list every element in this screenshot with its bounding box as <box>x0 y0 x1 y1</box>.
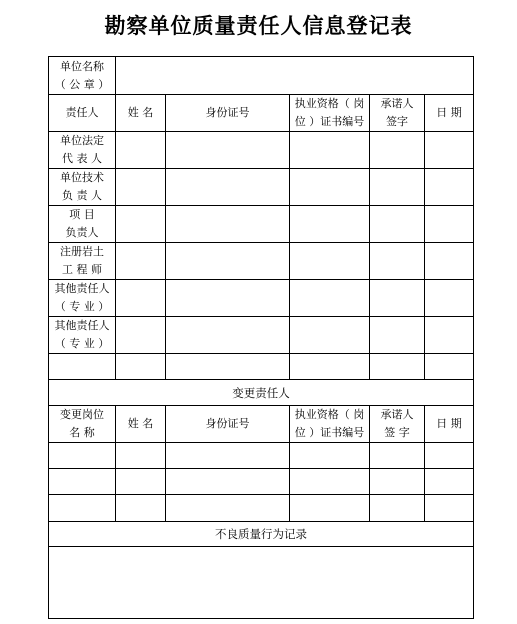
name-cell[interactable] <box>116 206 166 243</box>
qualification-cell[interactable] <box>290 317 370 354</box>
date-cell[interactable] <box>425 280 474 317</box>
name-cell[interactable] <box>116 169 166 206</box>
name-cell[interactable] <box>116 443 166 469</box>
date-cell[interactable] <box>425 354 474 380</box>
role-cell[interactable] <box>49 443 116 469</box>
name-cell[interactable] <box>116 280 166 317</box>
role-row-blank <box>49 354 474 380</box>
role-label: 单位技术 负 责 人 <box>49 169 116 206</box>
role-cell[interactable] <box>49 469 116 495</box>
date-cell[interactable] <box>425 317 474 354</box>
header-role: 责任人 <box>49 95 116 132</box>
role-row-other-2 <box>49 317 474 354</box>
role-label: 单位法定 代 表 人 <box>49 132 116 169</box>
qualification-cell[interactable] <box>290 495 370 522</box>
signature-cell[interactable] <box>370 132 425 169</box>
signature-cell[interactable] <box>370 280 425 317</box>
signature-cell[interactable] <box>370 443 425 469</box>
role-row-legal-representative <box>49 132 474 169</box>
role-label: 注册岩土 工 程 师 <box>49 243 116 280</box>
id-cell[interactable] <box>166 132 290 169</box>
date-cell[interactable] <box>425 469 474 495</box>
change-header-qualification-number: 执业资格（ 岗 位 ）证书编号 <box>290 406 370 443</box>
change-section-title: 变更责任人 <box>49 380 474 406</box>
date-cell[interactable] <box>425 243 474 280</box>
header-id-number: 身份证号 <box>166 95 290 132</box>
qualification-cell[interactable] <box>290 243 370 280</box>
signature-cell[interactable] <box>370 495 425 522</box>
unit-name-label: 单位名称 （ 公 章 ） <box>49 57 116 95</box>
name-cell[interactable] <box>116 495 166 522</box>
signature-cell[interactable] <box>370 469 425 495</box>
role-label: 其他责任人 （ 专 业 ） <box>49 317 116 354</box>
qualification-cell[interactable] <box>290 443 370 469</box>
qualification-cell[interactable] <box>290 169 370 206</box>
id-cell[interactable] <box>166 280 290 317</box>
id-cell[interactable] <box>166 443 290 469</box>
signature-cell[interactable] <box>370 243 425 280</box>
name-cell[interactable] <box>116 354 166 380</box>
role-row-geotechnical-engineer <box>49 243 474 280</box>
role-row-technical-head <box>49 169 474 206</box>
signature-cell[interactable] <box>370 169 425 206</box>
qualification-cell[interactable] <box>290 354 370 380</box>
date-cell[interactable] <box>425 132 474 169</box>
change-header-date: 日 期 <box>425 406 474 443</box>
signature-cell[interactable] <box>370 206 425 243</box>
header-promise-signature: 承诺人 签字 <box>370 95 425 132</box>
registration-table <box>48 56 474 619</box>
id-cell[interactable] <box>166 495 290 522</box>
id-cell[interactable] <box>166 469 290 495</box>
change-header-name: 姓 名 <box>116 406 166 443</box>
name-cell[interactable] <box>116 317 166 354</box>
name-cell[interactable] <box>116 469 166 495</box>
id-cell[interactable] <box>166 243 290 280</box>
role-label: 项 目 负责人 <box>49 206 116 243</box>
header-date: 日 期 <box>425 95 474 132</box>
qualification-cell[interactable] <box>290 206 370 243</box>
qualification-cell[interactable] <box>290 132 370 169</box>
id-cell[interactable] <box>166 317 290 354</box>
role-cell[interactable] <box>49 495 116 522</box>
change-row <box>49 469 474 495</box>
change-header-id-number: 身份证号 <box>166 406 290 443</box>
role-label[interactable] <box>49 354 116 380</box>
change-header-role: 变更岗位 名 称 <box>49 406 116 443</box>
date-cell[interactable] <box>425 169 474 206</box>
date-cell[interactable] <box>425 206 474 243</box>
role-label: 其他责任人 （ 专 业 ） <box>49 280 116 317</box>
date-cell[interactable] <box>425 495 474 522</box>
qualification-cell[interactable] <box>290 280 370 317</box>
id-cell[interactable] <box>166 206 290 243</box>
name-cell[interactable] <box>116 243 166 280</box>
header-name: 姓 名 <box>116 95 166 132</box>
bad-record-field[interactable] <box>49 547 474 619</box>
form-title: 勘察单位质量责任人信息登记表 <box>104 14 413 38</box>
header-qualification-number: 执业资格（ 岗 位 ）证书编号 <box>290 95 370 132</box>
signature-cell[interactable] <box>370 354 425 380</box>
bad-record-title: 不良质量行为记录 <box>49 522 474 547</box>
qualification-cell[interactable] <box>290 469 370 495</box>
name-cell[interactable] <box>116 132 166 169</box>
change-row <box>49 495 474 522</box>
change-row <box>49 443 474 469</box>
unit-name-field[interactable] <box>116 57 474 95</box>
signature-cell[interactable] <box>370 317 425 354</box>
change-header-promise-signature: 承诺人 签 字 <box>370 406 425 443</box>
role-row-other-1 <box>49 280 474 317</box>
role-row-project-head <box>49 206 474 243</box>
id-cell[interactable] <box>166 354 290 380</box>
date-cell[interactable] <box>425 443 474 469</box>
id-cell[interactable] <box>166 169 290 206</box>
